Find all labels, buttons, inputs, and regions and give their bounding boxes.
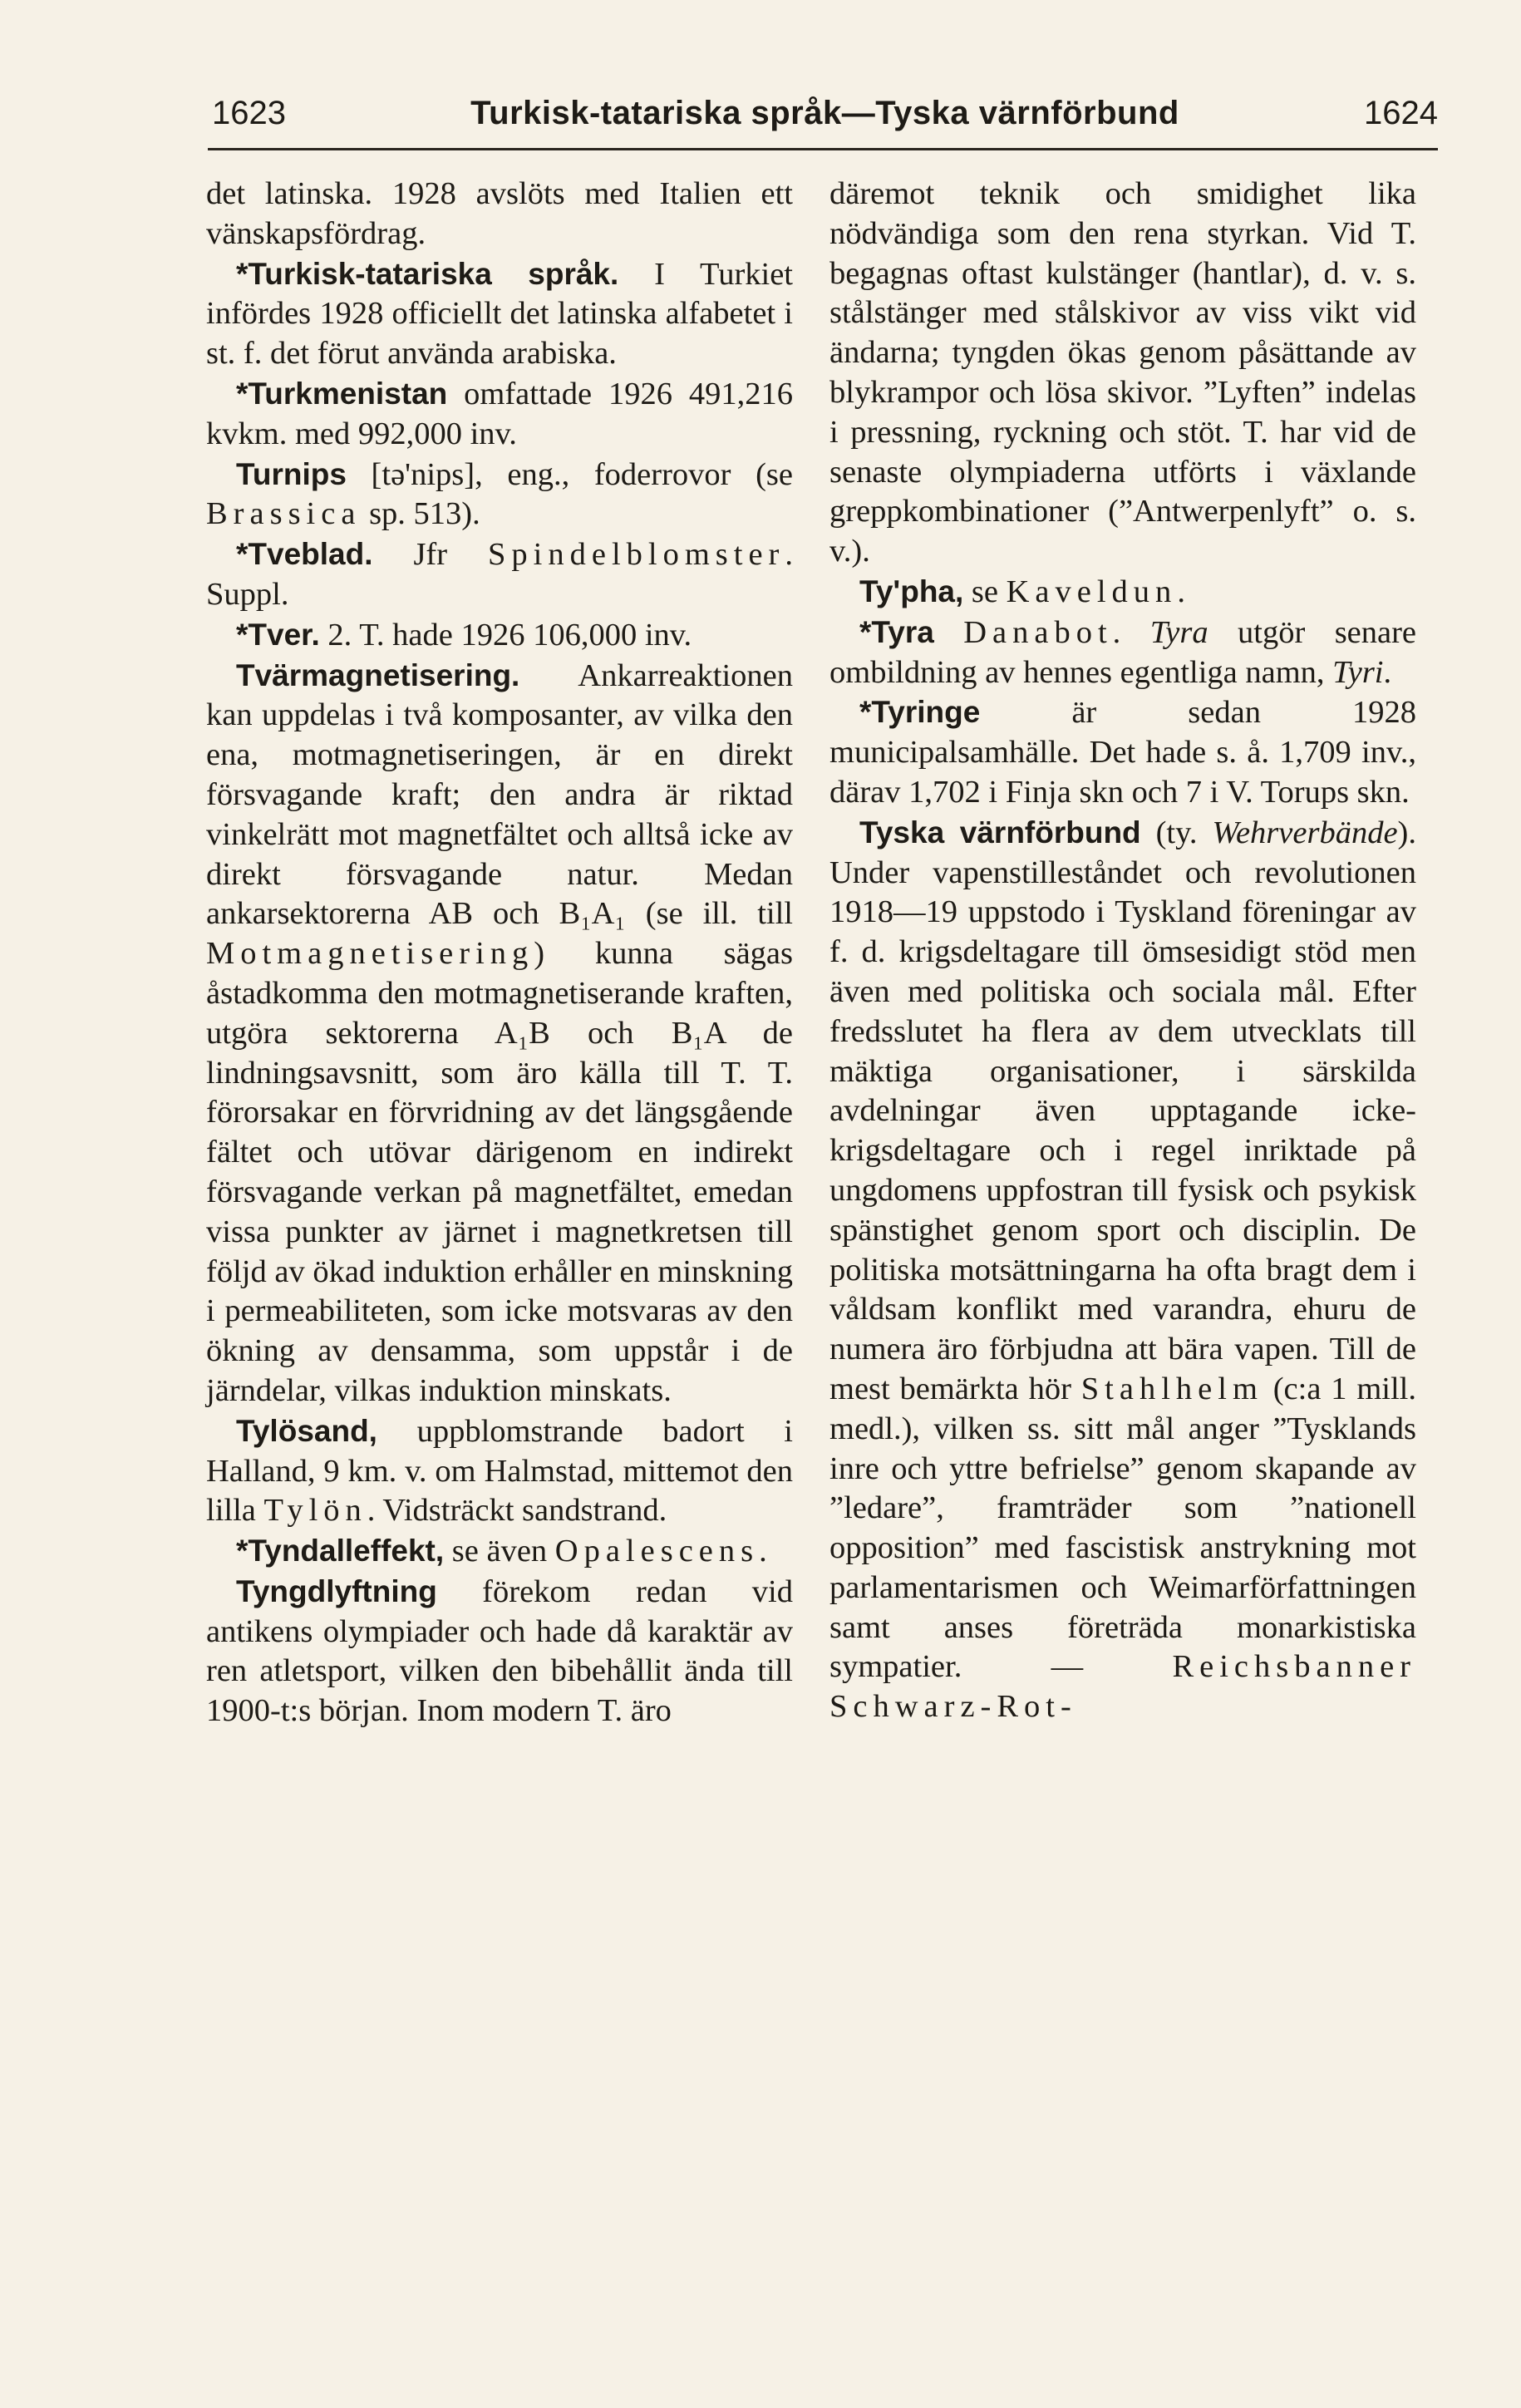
cross-reference: Reichsbanner Schwarz-Rot- xyxy=(829,1649,1416,1725)
entry-text: Jfr xyxy=(372,537,488,573)
italic-text: Tyra xyxy=(1149,614,1208,650)
headword: Ty'pha, xyxy=(859,574,964,608)
entry-text: se xyxy=(963,574,1007,609)
cross-reference: Kaveldun xyxy=(1006,574,1178,609)
cross-reference: Motmagnetisering xyxy=(206,936,534,972)
headword: Tvärmagnetisering. xyxy=(236,657,520,692)
entry-tver xyxy=(206,615,793,656)
entry-text: . Suppl. xyxy=(206,537,793,612)
italic-text: Wehrverbände xyxy=(1212,815,1398,850)
entry-text: Ankarreaktionen kan uppdelas i två komposanter, av vilka den ena, motmagnetiseringen, är en direkt försvagande kraft; den andra är riktad vinkelrätt mot magnetfältet och alltså icke av direkt försvagande natur. Medan ankarsektorerna AB och B₁A₁ (se ill. till xyxy=(206,657,793,932)
entry-tyringe xyxy=(829,692,1416,812)
entry-text: se även xyxy=(444,1534,555,1569)
headword: *Tver. xyxy=(236,617,320,652)
headword: Turnips xyxy=(236,456,347,491)
entry-turkmenistan xyxy=(206,374,793,455)
entry-text: sp. 513). xyxy=(361,496,480,532)
cross-reference: Stahlhelm xyxy=(1080,1371,1263,1406)
entry-tylosand xyxy=(206,1411,793,1531)
entry-text: . xyxy=(1177,574,1185,609)
right-column xyxy=(829,175,1416,1727)
page-number-right: 1624 xyxy=(1364,95,1438,131)
left-column xyxy=(206,175,793,1731)
entry-tyra xyxy=(829,613,1416,693)
entry-text: utgör senare ombildning av hennes egentliga namn, xyxy=(829,614,1417,690)
cross-reference: Danabot xyxy=(963,614,1113,650)
headword: *Tveblad. xyxy=(236,537,373,572)
entry-text: (c:a 1 mill. medl.), vilken ss. sitt mål anger ”Tysklands inre och yttre befrielse” genom skapande av ”ledare”, framträder som ”nationell opposition” med fascistisk anstrykning mot parlamentarismen och Weimarförfattningen samt anses företräda monarkistiska sympatier. — xyxy=(829,1371,1416,1685)
entry-tyska-varnforbund xyxy=(829,813,1416,1727)
headword: *Tyra xyxy=(859,614,934,649)
entry-turkisk-tatariska xyxy=(206,254,793,374)
entry-text: det latinska. 1928 avslöts med Italien ett vänskapsfördrag. xyxy=(206,176,793,251)
cross-reference: Brassica xyxy=(206,496,362,532)
entry-text: [tə'nips], eng., foderrovor (se xyxy=(346,456,793,492)
entry-text: . xyxy=(1112,614,1150,650)
entry-text: ). Under vapenstilleståndet och revolutionen 1918—19 uppstodo i Tyskland föreningar av f. d. krigsdeltagare till ömsesidigt stöd men även med politiska och sociala mål. Efter fredsslutet ha flera av dem utvecklats till mäktiga organisationer, i särskilda avdelningar även upptagande icke-krigsdeltagare och i regel inriktade på ungdomens uppfostran till fysisk och psykisk spänstighet genom sport och disciplin. De politiska motsättningarna ha ofta bragt dem i våldsam konflikt med varandra, ehuru de numera äro förbjudna att bära vapen. Till de mest bemärkta hör xyxy=(829,815,1416,1406)
entry-text: är sedan 1928 municipalsamhälle. Det hade s. å. 1,709 inv., därav 1,702 i Finja skn och 7 i V. Torups skn. xyxy=(829,695,1416,810)
entry-turnips xyxy=(206,455,793,535)
cross-reference: Spindelblomster xyxy=(488,537,785,573)
entry-continuation xyxy=(829,175,1416,572)
entry-text: omfattade 1926 491,216 kvkm. med 992,000 inv. xyxy=(206,376,793,451)
entry-continuation xyxy=(206,175,793,254)
headword: *Turkisk-tatariska språk. xyxy=(236,256,619,291)
headword: *Tyndalleffekt, xyxy=(236,1534,445,1568)
entry-tvarmagnetisering xyxy=(206,656,793,1411)
headword: Tylösand, xyxy=(236,1413,377,1448)
running-title: Turkisk-tatariska språk—Tyska värnförbund xyxy=(470,95,1179,131)
entry-text: . Vidsträckt sandstrand. xyxy=(367,1493,667,1529)
entry-text: . xyxy=(759,1534,767,1569)
entry-tyndalleffekt xyxy=(206,1531,793,1572)
entry-text: ) kunna sägas åstadkomma den motmagnetiserande kraften, utgöra sektorerna A₁B och B₁A de lindningsavsnitt, som äro källa till T. T. förorsakar en förvridning av det längsgående fältet och utövar därigenom en indirekt försvagande verkan på magnetfältet, emedan vissa punkter av järnet i magnetkretsen till följd av ökad induktion erhåller en minskning i permeabiliteten, som icke motsvaras av den ökning av densamma, som uppstår i de järndelar, vilkas induktion minskats. xyxy=(206,936,793,1408)
cross-reference: Tylön xyxy=(263,1493,367,1529)
entry-tyngdlyftning xyxy=(206,1572,793,1731)
headword: *Tyringe xyxy=(859,695,981,730)
page-header xyxy=(212,90,1438,136)
entry-typha xyxy=(829,572,1416,613)
entry-text: förekom redan vid antikens olympiader och hade då karaktär av ren atletsport, vilken den bibehållit ända till 1900-t:s början. Inom modern T. äro xyxy=(206,1573,793,1729)
entry-text: däremot teknik och smidighet lika nödvändiga som den rena styrkan. Vid T. begagnas oftast kulstänger (hantlar), d. v. s. stålstänger med stålskivor av viss vikt vid ändarna; tyngden ökas genom påsättande av blykrampor och lösa skivor. ”Lyften” indelas i pressning, ryckning och stöt. T. har vid de senaste olympiaderna utförts i växlande greppkombinationer (”Antwerpenlyft” o. s. v.). xyxy=(829,176,1416,569)
entry-tveblad xyxy=(206,534,793,615)
headword: *Turkmenistan xyxy=(236,376,448,411)
italic-text: Tyri xyxy=(1332,654,1384,690)
entry-text: (ty. xyxy=(1140,815,1213,850)
entry-text: . xyxy=(1383,654,1392,690)
entry-text: uppblomstrande badort i Halland, 9 km. v. om Halmstad, mittemot den lilla xyxy=(206,1413,793,1529)
page-number-left: 1623 xyxy=(212,95,286,131)
headword: Tyska värnförbund xyxy=(859,815,1141,849)
header-rule xyxy=(208,148,1438,150)
headword: Tyngdlyftning xyxy=(236,1573,437,1608)
cross-reference: Opalescens xyxy=(554,1534,760,1569)
entry-text: 2. T. hade 1926 106,000 inv. xyxy=(319,617,692,652)
entry-text: I Turkiet infördes 1928 officiellt det latinska alfabetet i st. f. det förut använda arabiska. xyxy=(206,256,793,372)
